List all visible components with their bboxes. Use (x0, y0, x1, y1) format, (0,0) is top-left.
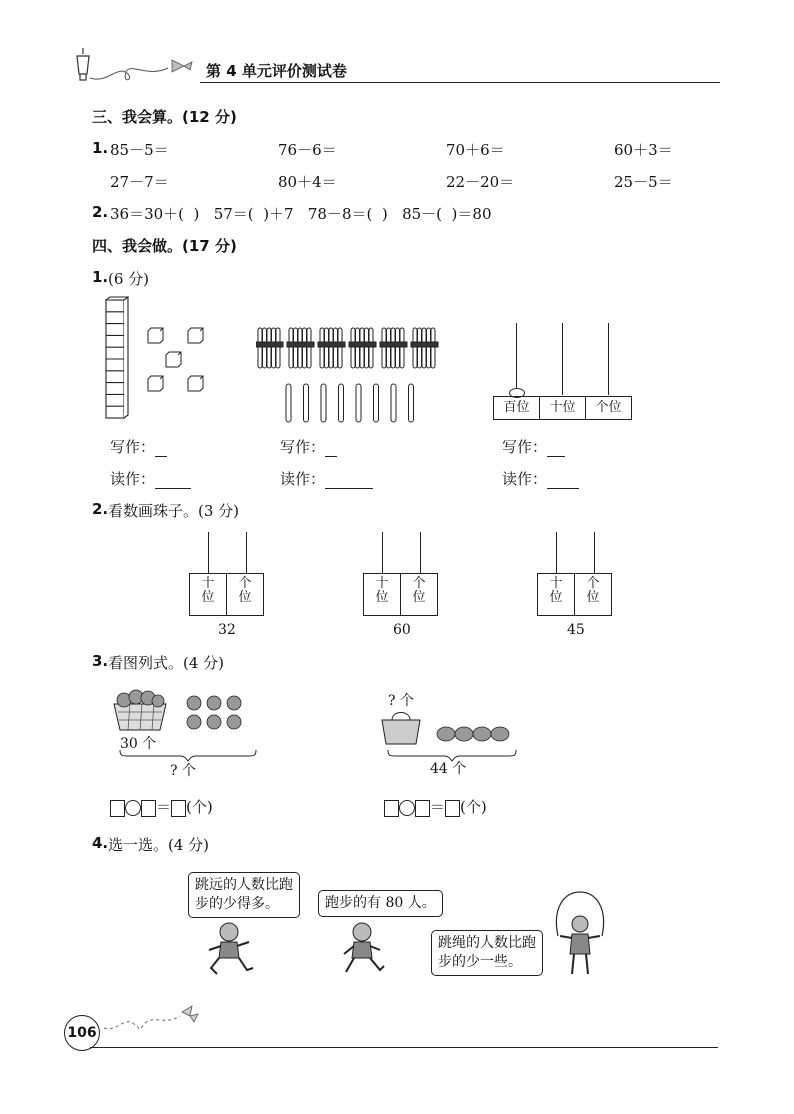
q4-4-number: 4. (92, 834, 109, 852)
running-child-icon (338, 920, 388, 978)
write-answer-1[interactable] (155, 442, 167, 457)
equation-left: ＝ (个) (110, 796, 213, 817)
abacus-rod-hundreds (516, 323, 517, 395)
calc-r2-c4: 25－5＝ (614, 173, 673, 191)
q4-4-title: 选一选。(4 分) (108, 836, 210, 854)
read-answer-2[interactable] (325, 474, 373, 489)
place-ones-1: 个 位 (226, 573, 264, 616)
right-total: 44 个 (430, 761, 467, 777)
lantern-decoration-icon (68, 44, 208, 88)
read-answer-3[interactable] (547, 474, 579, 489)
abacus-label-ones: 个位 (585, 396, 632, 420)
target-number-2: 60 (393, 622, 411, 638)
speech-bubble-long-jump: 跳远的人数比跑 步的少得多。 (188, 872, 300, 918)
place-ones-3: 个 位 (574, 573, 612, 616)
write-label-3: 写作： (502, 436, 565, 457)
answer-box-1[interactable] (110, 800, 125, 817)
calc-r2-c2: 80＋4＝ (278, 173, 337, 191)
left-known-count: 30 个 (120, 736, 157, 752)
target-number-1: 32 (218, 622, 236, 638)
read-label-3: 读作： (502, 468, 579, 489)
answer-box-3[interactable] (171, 800, 186, 817)
right-question: ? 个 (388, 693, 414, 709)
q4-1-score: (6 分) (108, 270, 150, 288)
left-question: ? 个 (170, 763, 196, 779)
long-jump-child-icon (205, 920, 255, 978)
calc-r1-c1: 85－5＝ (110, 141, 169, 159)
operator-circle-1[interactable] (125, 800, 141, 816)
equation-right: ＝ (个) (384, 796, 487, 817)
answer-box-5[interactable] (415, 800, 430, 817)
operator-circle-2[interactable] (399, 800, 415, 816)
butterfly-trail-icon (98, 1002, 208, 1036)
target-number-3: 45 (567, 622, 585, 638)
stick-bundles-figure (256, 324, 446, 424)
rope-skipping-child-icon (548, 888, 612, 980)
calc-r1-c2: 76－6＝ (278, 141, 337, 159)
basket-and-fruit-figure (378, 708, 518, 748)
calc-r1-c4: 60＋3＝ (614, 141, 673, 159)
place-tens-1: 十 位 (189, 573, 227, 616)
section4-heading: 四、我会做。(17 分) (92, 237, 237, 255)
place-tens-2: 十 位 (363, 573, 401, 616)
q2-number: 2. (92, 203, 109, 221)
calc-r1-c3: 70＋6＝ (446, 141, 505, 159)
page-number: 106 (64, 1015, 100, 1051)
header-title: 第 4 单元评价测试卷 (206, 62, 347, 80)
tens-bar-and-cubes-figure (100, 296, 220, 422)
read-answer-1[interactable] (155, 474, 191, 489)
speech-bubble-running: 跑步的有 80 人。 (318, 890, 443, 917)
write-label-1: 写作： (110, 436, 167, 457)
fill-in-equations: 36＝30＋( ) 57＝( )＋7 78－8＝( ) 85－( )＝80 (110, 205, 492, 223)
abacus-rod-tens (562, 323, 563, 395)
footer-rule (90, 1047, 718, 1048)
q4-3-title: 看图列式。(4 分) (108, 654, 225, 672)
write-label-2: 写作： (280, 436, 337, 457)
answer-box-2[interactable] (141, 800, 156, 817)
q4-2-title: 看数画珠子。(3 分) (108, 502, 240, 520)
speech-bubble-rope-skipping: 跳绳的人数比跑 步的少一些。 (431, 930, 543, 976)
header-rule (200, 82, 720, 83)
section3-heading: 三、我会算。(12 分) (92, 108, 237, 126)
answer-box-4[interactable] (384, 800, 399, 817)
calc-r2-c3: 22－20＝ (446, 173, 515, 191)
abacus-label-tens: 十位 (539, 396, 586, 420)
q4-2-number: 2. (92, 500, 109, 518)
q4-1-number: 1. (92, 268, 109, 286)
write-answer-2[interactable] (325, 442, 337, 457)
read-label-2: 读作： (280, 468, 373, 489)
calc-r2-c1: 27－7＝ (110, 173, 169, 191)
abacus-label-hundreds: 百位 (493, 396, 540, 420)
write-answer-3[interactable] (547, 442, 565, 457)
read-label-1: 读作： (110, 468, 191, 489)
place-tens-3: 十 位 (537, 573, 575, 616)
place-ones-2: 个 位 (400, 573, 438, 616)
q4-3-number: 3. (92, 652, 109, 670)
abacus-rod-ones (608, 323, 609, 395)
answer-box-6[interactable] (445, 800, 460, 817)
q1-number: 1. (92, 139, 109, 157)
